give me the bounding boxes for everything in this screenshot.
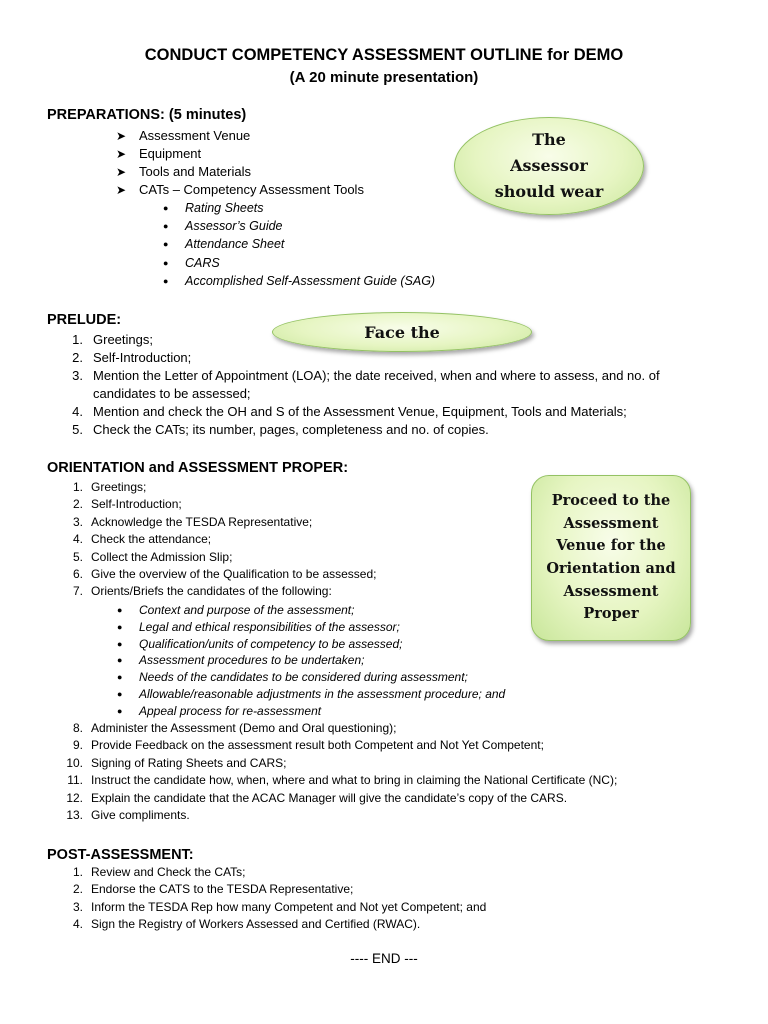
bullet-icon: ● bbox=[117, 638, 123, 649]
bullet-icon: ● bbox=[117, 705, 123, 716]
list-item: 2. Self-Introduction; bbox=[72, 497, 182, 512]
orientation-heading: ORIENTATION and ASSESSMENT PROPER: bbox=[47, 460, 349, 476]
arrow-bullet-icon: ➤ bbox=[116, 129, 127, 143]
list-item: 4. Mention and check the OH and S of the Assessment Venue, Equipment, Tools and Materials; bbox=[72, 404, 627, 419]
end-marker: ---- END --- bbox=[350, 951, 418, 966]
bullet-icon: ● bbox=[163, 203, 169, 213]
bullet-icon: ● bbox=[117, 655, 123, 666]
list-item: 5. Collect the Admission Slip; bbox=[72, 549, 233, 564]
list-item: 4. Check the attendance; bbox=[72, 532, 212, 547]
arrow-bullet-icon: ➤ bbox=[116, 183, 127, 197]
list-item: 8. Administer the Assessment (Demo and Oral questioning); bbox=[72, 721, 397, 735]
list-item: 3. Mention the Letter of Appointment (LOA); the date received, when and where to assess, and no. of bbox=[72, 368, 660, 383]
arrow-bullet-icon: ➤ bbox=[116, 147, 127, 161]
list-item: 3. Acknowledge the TESDA Representative; bbox=[72, 514, 313, 529]
bullet-icon: ● bbox=[163, 221, 169, 232]
list-item: ● Legal and ethical responsibilities of the assessor; bbox=[117, 619, 400, 634]
brief-list bbox=[117, 602, 505, 720]
bullet-icon: ● bbox=[163, 239, 169, 250]
bullet-icon: ● bbox=[117, 621, 123, 632]
list-item: ➤ Assessment Venue bbox=[116, 128, 251, 143]
list-item: ● Rating Sheets bbox=[163, 199, 435, 217]
list-item: 3. Inform the TESDA Rep how many Competent and Not yet Competent; and bbox=[72, 899, 487, 914]
callout-face: Face the bbox=[272, 312, 532, 352]
bullet-icon: ● bbox=[117, 672, 123, 683]
callout-assessor-attire: The Assessor should wear bbox=[454, 117, 644, 215]
list-item: ● Assessment procedures to be undertaken; bbox=[117, 653, 365, 668]
list-item: ● Context and purpose of the assessment; bbox=[117, 603, 355, 617]
list-item: 10. Signing of Rating Sheets and CARS; bbox=[66, 755, 287, 770]
list-item: ● Qualification/units of competency to be assessed; bbox=[117, 636, 403, 651]
list-item: ● Allowable/reasonable adjustments in the assessment procedure; and bbox=[117, 686, 506, 701]
bullet-icon: ● bbox=[117, 688, 123, 699]
post-assessment-heading: POST-ASSESSMENT: bbox=[47, 847, 194, 863]
orientation-list-a bbox=[57, 479, 377, 601]
list-item: 7. Orients/Briefs the candidates of the following: bbox=[72, 584, 332, 599]
preparations-heading: PREPARATIONS: (5 minutes) bbox=[47, 107, 247, 123]
list-item: ➤ Equipment bbox=[116, 146, 202, 161]
list-item: 1. Review and Check the CATs; bbox=[72, 865, 246, 879]
list-item: 4. Sign the Registry of Workers Assessed and Certified (RWAC). bbox=[72, 917, 421, 932]
list-item: 12. Explain the candidate that the ACAC Manager will give the candidate’s copy of the CARS. bbox=[66, 790, 568, 805]
list-item: 9. Provide Feedback on the assessment result both Competent and Not Yet Competent; bbox=[72, 738, 544, 753]
prelude-list bbox=[57, 331, 660, 439]
document-title: CONDUCT COMPETENCY ASSESSMENT OUTLINE for DEMO bbox=[144, 46, 624, 64]
list-item: 2. Self-Introduction; bbox=[72, 350, 192, 365]
post-assessment-list bbox=[57, 864, 486, 934]
callout-proceed-to-venue: Proceed to the Assessment Venue for the Orientation and Assessment Proper bbox=[531, 475, 691, 641]
bullet-icon: ● bbox=[163, 275, 169, 286]
list-item: ● Accomplished Self-Assessment Guide (SAG) bbox=[163, 272, 435, 290]
preparations-list bbox=[116, 127, 364, 199]
list-item: ➤ CATs – Competency Assessment Tools bbox=[116, 182, 364, 197]
list-item: 1. Greetings; bbox=[72, 332, 153, 347]
arrow-bullet-icon: ➤ bbox=[116, 165, 127, 179]
list-item: 13. Give compliments. bbox=[66, 808, 190, 823]
list-item: ● CARS bbox=[163, 254, 435, 272]
list-item: ● Needs of the candidates to be considered during assessment; bbox=[117, 670, 468, 685]
list-item: 11. Instruct the candidate how, when, where and what to bring in claiming the National Certificate (NC); bbox=[67, 773, 618, 788]
list-item: 1. Greetings; bbox=[72, 480, 147, 494]
list-item: 2. Endorse the CATS to the TESDA Representative; bbox=[72, 882, 354, 897]
orientation-list-b bbox=[57, 720, 617, 824]
list-item: 5. Check the CATs; its number, pages, completeness and no. of copies. bbox=[72, 422, 489, 437]
bullet-icon: ● bbox=[163, 257, 169, 268]
prelude-heading: PRELUDE: bbox=[47, 312, 122, 328]
list-item: 6. Give the overview of the Qualification to be assessed; bbox=[72, 567, 377, 582]
list-item: ➤ Tools and Materials bbox=[116, 164, 251, 179]
bullet-icon: ● bbox=[117, 605, 123, 615]
cats-list bbox=[163, 199, 435, 290]
list-item: ● Assessor’s Guide bbox=[163, 217, 435, 235]
list-item: ● Appeal process for re-assessment bbox=[117, 703, 322, 718]
list-item: ● Attendance Sheet bbox=[163, 235, 435, 253]
list-item: candidates to be assessed; bbox=[93, 386, 251, 401]
document-subtitle: (A 20 minute presentation) bbox=[289, 69, 479, 86]
